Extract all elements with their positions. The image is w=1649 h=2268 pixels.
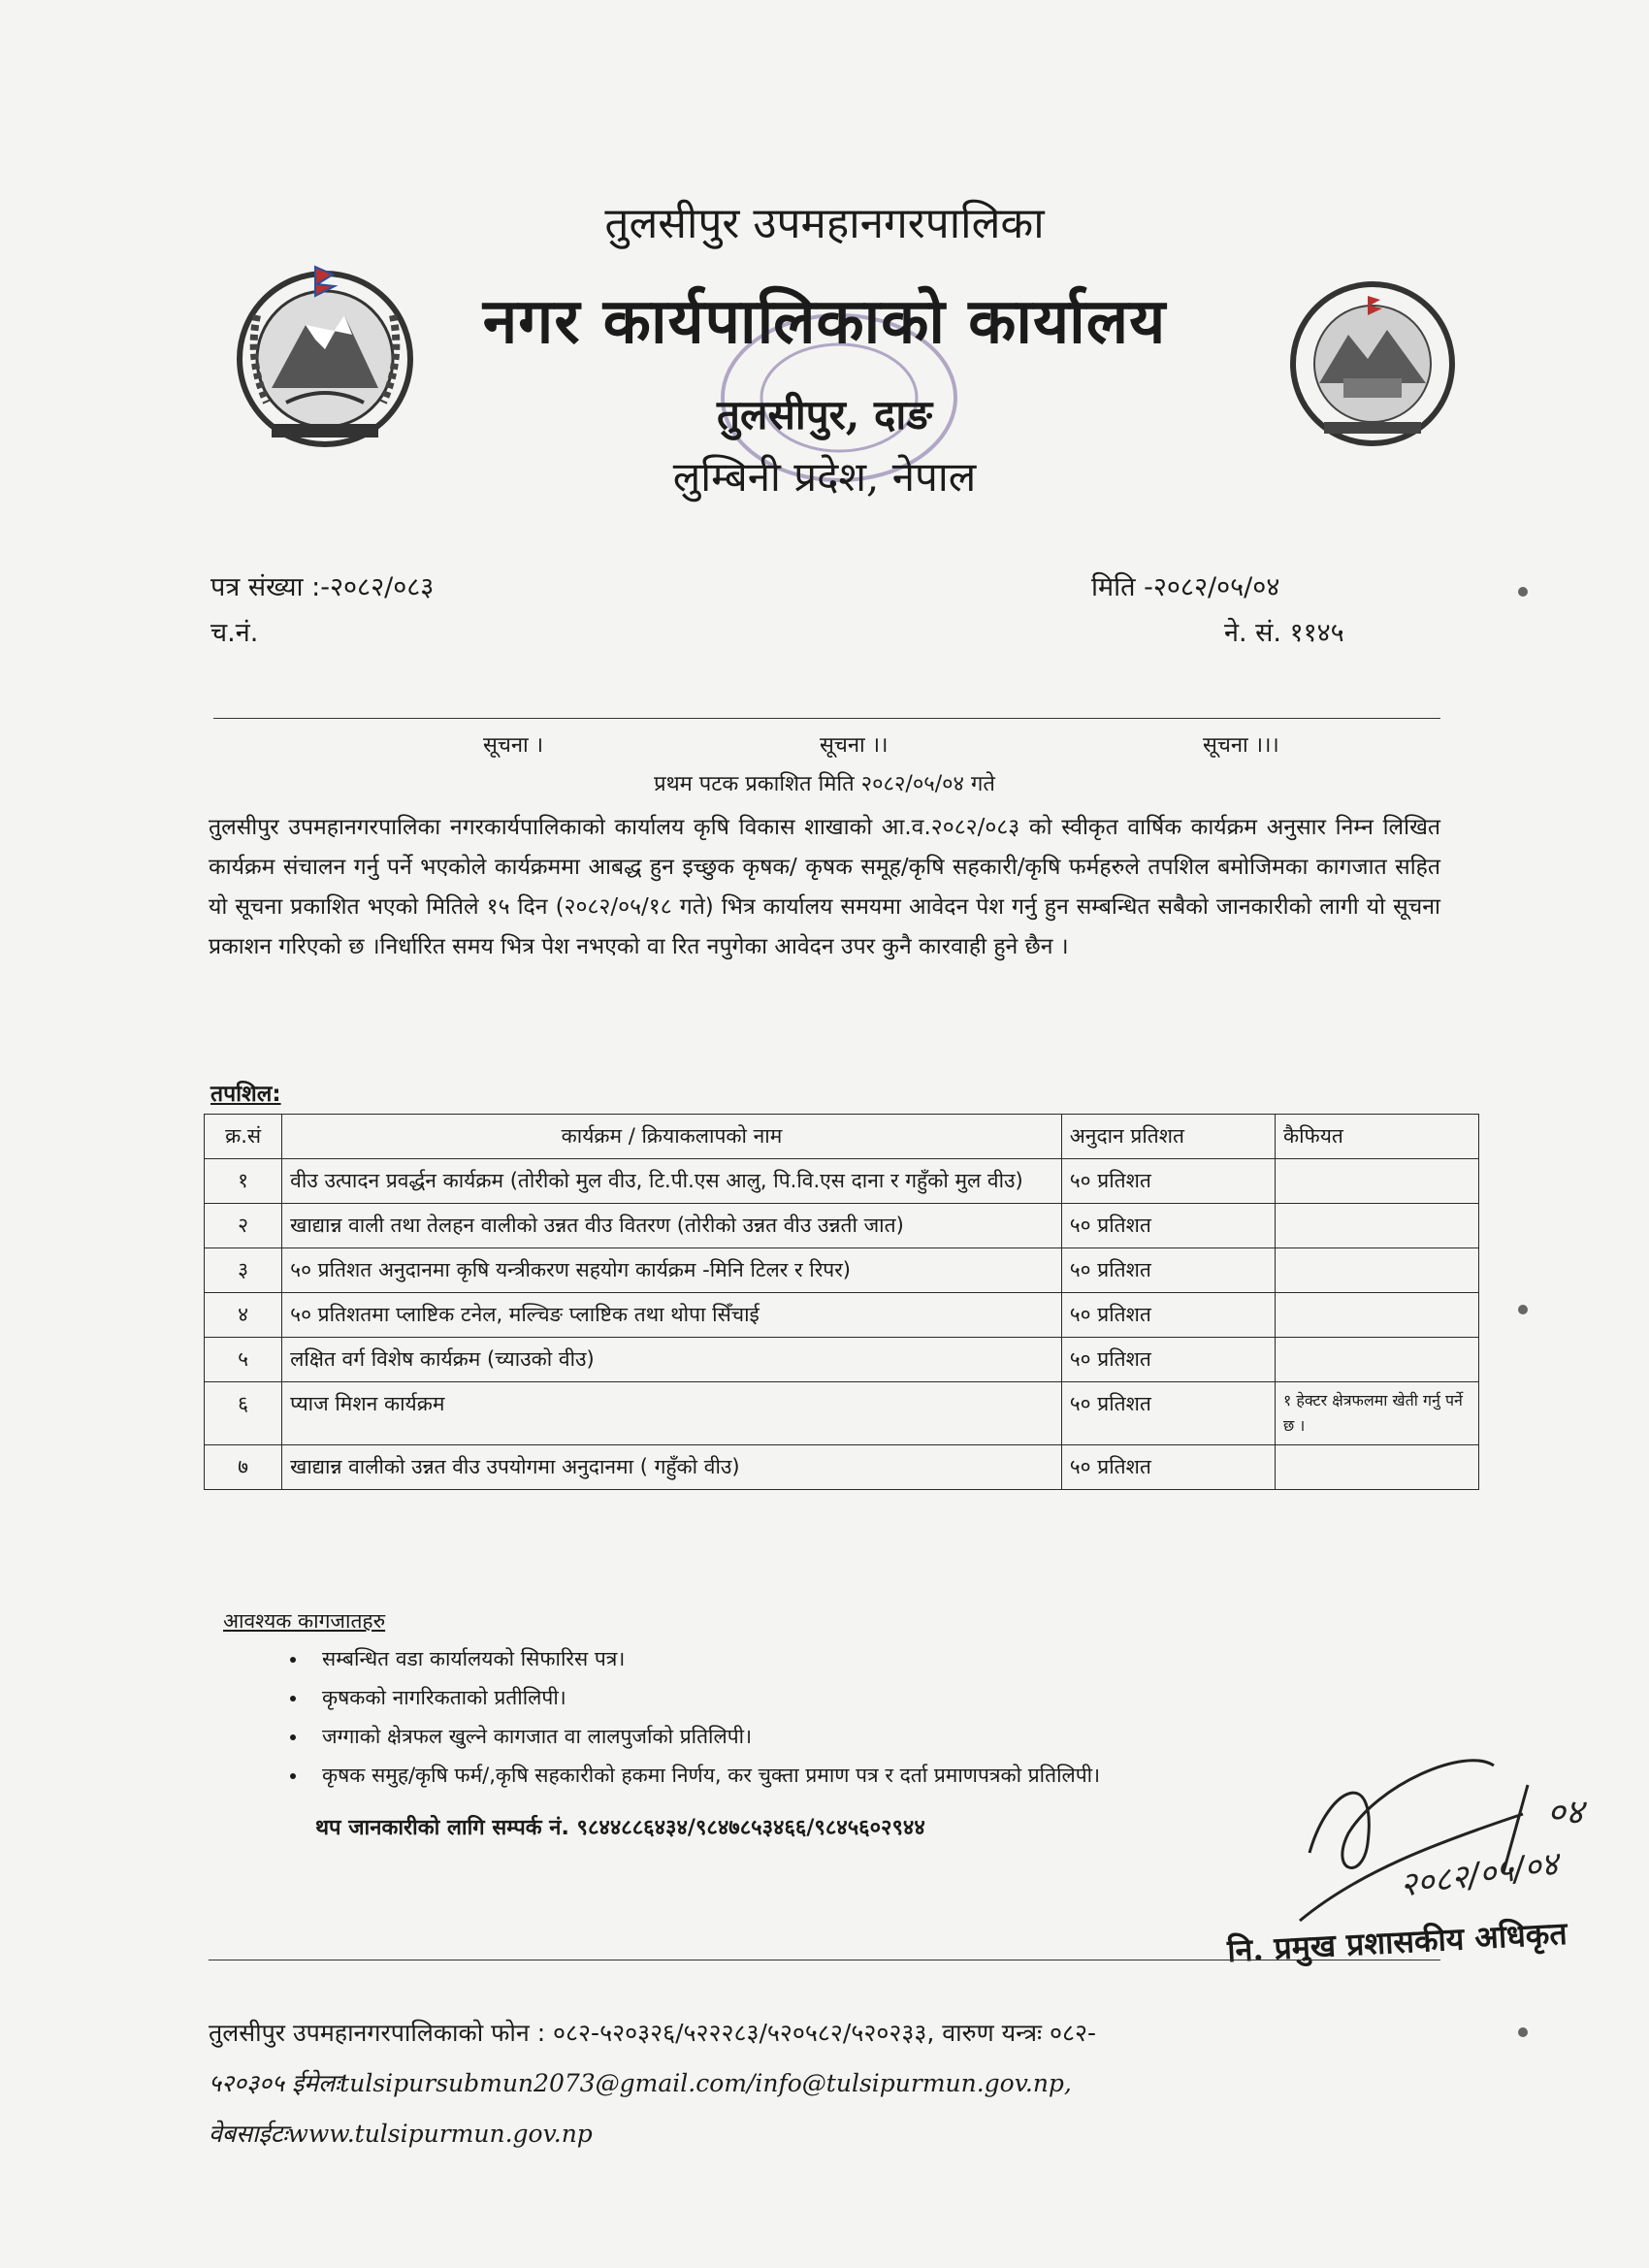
row-program: ५० प्रतिशत अनुदानमा कृषि यन्त्रीकरण सहयोग कार्यक्रम -मिनि टिलर र रिपर) bbox=[282, 1248, 1062, 1293]
table-row bbox=[205, 1204, 1479, 1248]
row-serial: १ bbox=[205, 1159, 282, 1204]
table-header-row bbox=[205, 1115, 1479, 1159]
row-subsidy: ५० प्रतिशत bbox=[1061, 1248, 1275, 1293]
details-heading: तपशिल: bbox=[210, 1082, 281, 1107]
row-remark: १ हेक्टर क्षेत्रफलमा खेती गर्नु पर्ने छ । bbox=[1275, 1382, 1478, 1445]
row-program: वीउ उत्पादन प्रवर्द्धन कार्यक्रम (तोरीको मुल वीउ, टि.पी.एस आलु, पि.वि.एस दाना र गहुँको मुल वीउ) bbox=[282, 1159, 1062, 1204]
scan-speck bbox=[1518, 587, 1528, 597]
divider-top bbox=[213, 718, 1440, 719]
row-remark bbox=[1275, 1338, 1478, 1382]
list-item: • सम्बन्धित वडा कार्यालयको सिफारिस पत्र। bbox=[308, 1639, 1100, 1678]
header-program: कार्यक्रम / क्रियाकलापको नाम bbox=[282, 1115, 1062, 1159]
table-row bbox=[205, 1382, 1479, 1445]
footer-email: ५२०३०५ ईमेलःtulsipursubmun2073@gmail.com/info@tulsipurmun.gov.np, bbox=[209, 2069, 1072, 2097]
row-remark bbox=[1275, 1293, 1478, 1338]
required-documents-heading: आवश्यक कागजातहरु bbox=[223, 1609, 386, 1633]
row-program: ५० प्रतिशतमा प्लाष्टिक टनेल, मल्चिङ प्लाष्टिक तथा थोपा सिँचाई bbox=[282, 1293, 1062, 1338]
row-subsidy: ५० प्रतिशत bbox=[1061, 1445, 1275, 1490]
row-serial: ३ bbox=[205, 1248, 282, 1293]
table-row bbox=[205, 1248, 1479, 1293]
row-subsidy: ५० प्रतिशत bbox=[1061, 1293, 1275, 1338]
footer-phone: तुलसीपुर उपमहानगरपालिकाको फोन : ०८२-५२०३२६/५२२२८३/५२०५८२/५२०२३३, वारुण यन्त्रः ०८२- bbox=[209, 2019, 1097, 2047]
row-serial: ६ bbox=[205, 1382, 282, 1445]
row-subsidy: ५० प्रतिशत bbox=[1061, 1382, 1275, 1445]
province-country: लुम्बिनी प्रदेश, नेपाल bbox=[672, 453, 977, 501]
row-program: लक्षित वर्ग विशेष कार्यक्रम (च्याउको वीउ) bbox=[282, 1338, 1062, 1382]
notice-body: तुलसीपुर उपमहानगरपालिका नगरकार्यपालिकाको कार्यालय कृषि विकास शाखाको आ.व.२०८२/०८३ को स्वीकृत वार्षिक कार्यक्रम अनुसार निम्न लिखित कार्यक्रम संचालन गर्नु पर्ने भएकोले कार्यक्रममा आबद्ध हुन इच्छुक कृषक/ कृषक समूह/कृषि सहकारी/कृषि फर्महरुले तपशिल बमोजिमका कागजात सहित यो सूचना प्रकाशित भएको मितिले १५ दिन (२०८२/०५/१८ गते) भित्र कार्यालय समयमा आवेदन पेश गर्नु हुन सम्बन्धित सबैको जानकारीको लागी यो सूचना प्रकाशन गरिएको छ ।निर्धारित समय भित्र पेश नभएको वा रित नपुगेका आवेदन उपर कुनै कारवाही हुने छैन । bbox=[209, 815, 1440, 959]
header-serial: क्र.सं bbox=[205, 1115, 282, 1159]
row-serial: ४ bbox=[205, 1293, 282, 1338]
header-remarks: कैफियत bbox=[1275, 1115, 1478, 1159]
row-serial: ७ bbox=[205, 1445, 282, 1490]
office-title: नगर कार्यपालिकाको कार्यालय bbox=[482, 285, 1167, 358]
letter-number: पत्र संख्या :-२०८२/०८३ bbox=[210, 572, 435, 602]
contact-numbers: थप जानकारीको लागि सम्पर्क नं. ९८४४८८६४३४/९८४७८५३४६६/९८४५६०२९४४ bbox=[315, 1816, 925, 1840]
table-row bbox=[205, 1159, 1479, 1204]
row-remark bbox=[1275, 1204, 1478, 1248]
signature-date: २०८२/०५/०४ bbox=[1397, 1844, 1562, 1905]
table-row bbox=[205, 1445, 1479, 1490]
row-remark bbox=[1275, 1248, 1478, 1293]
row-remark bbox=[1275, 1445, 1478, 1490]
list-item: • जग्गाको क्षेत्रफल खुल्ने कागजात वा लालपुर्जाको प्रतिलिपी। bbox=[308, 1717, 1100, 1756]
row-program: खाद्यान्न वालीको उन्नत वीउ उपयोगमा अनुदानमा ( गहुँको वीउ) bbox=[282, 1445, 1062, 1490]
letter-date: मिति -२०८२/०५/०४ bbox=[1091, 572, 1280, 602]
table-row bbox=[205, 1293, 1479, 1338]
office-location: तुलसीपुर, दाङ bbox=[717, 391, 932, 438]
row-subsidy: ५० प्रतिशत bbox=[1061, 1204, 1275, 1248]
notice-heading-3: सूचना ।।। bbox=[1203, 733, 1279, 758]
footer-website: वेबसाईटःwww.tulsipurmun.gov.np bbox=[209, 2120, 593, 2148]
scan-speck bbox=[1518, 1305, 1528, 1314]
required-documents-list bbox=[260, 1639, 1100, 1795]
row-remark bbox=[1275, 1159, 1478, 1204]
row-serial: २ bbox=[205, 1204, 282, 1248]
notice-heading-1: सूचना । bbox=[483, 733, 544, 758]
svg-text:०४: ०४ bbox=[1547, 1793, 1584, 1832]
dispatch-number: च.नं. bbox=[210, 618, 259, 648]
publication-date: प्रथम पटक प्रकाशित मिति २०८२/०५/०४ गते bbox=[654, 772, 995, 796]
scan-speck bbox=[1518, 2027, 1528, 2037]
nepal-sambat-date: ने. सं. ११४५ bbox=[1224, 618, 1344, 648]
row-program: खाद्यान्न वाली तथा तेलहन वालीको उन्नत वीउ वितरण (तोरीको उन्नत वीउ उन्नती जात) bbox=[282, 1204, 1062, 1248]
list-item: • कृषक समुह/कृषि फर्म/,कृषि सहकारीको हकमा निर्णय, कर चुक्ता प्रमाण पत्र र दर्ता प्रमाणपत्रको प्रतिलिपी। bbox=[308, 1756, 1100, 1795]
municipality-name: तुलसीपुर उपमहानगरपालिका bbox=[604, 199, 1045, 248]
list-item: • कृषकको नागरिकताको प्रतीलिपी। bbox=[308, 1678, 1100, 1717]
notice-heading-2: सूचना ।। bbox=[820, 733, 889, 758]
header-subsidy: अनुदान प्रतिशत bbox=[1061, 1115, 1275, 1159]
table-row bbox=[205, 1338, 1479, 1382]
programs-table bbox=[204, 1114, 1479, 1490]
row-subsidy: ५० प्रतिशत bbox=[1061, 1338, 1275, 1382]
row-program: प्याज मिशन कार्यक्रम bbox=[282, 1382, 1062, 1445]
row-subsidy: ५० प्रतिशत bbox=[1061, 1159, 1275, 1204]
signatory-title: नि. प्रमुख प्रशासकीय अधिकृत bbox=[1226, 1914, 1568, 1970]
row-serial: ५ bbox=[205, 1338, 282, 1382]
